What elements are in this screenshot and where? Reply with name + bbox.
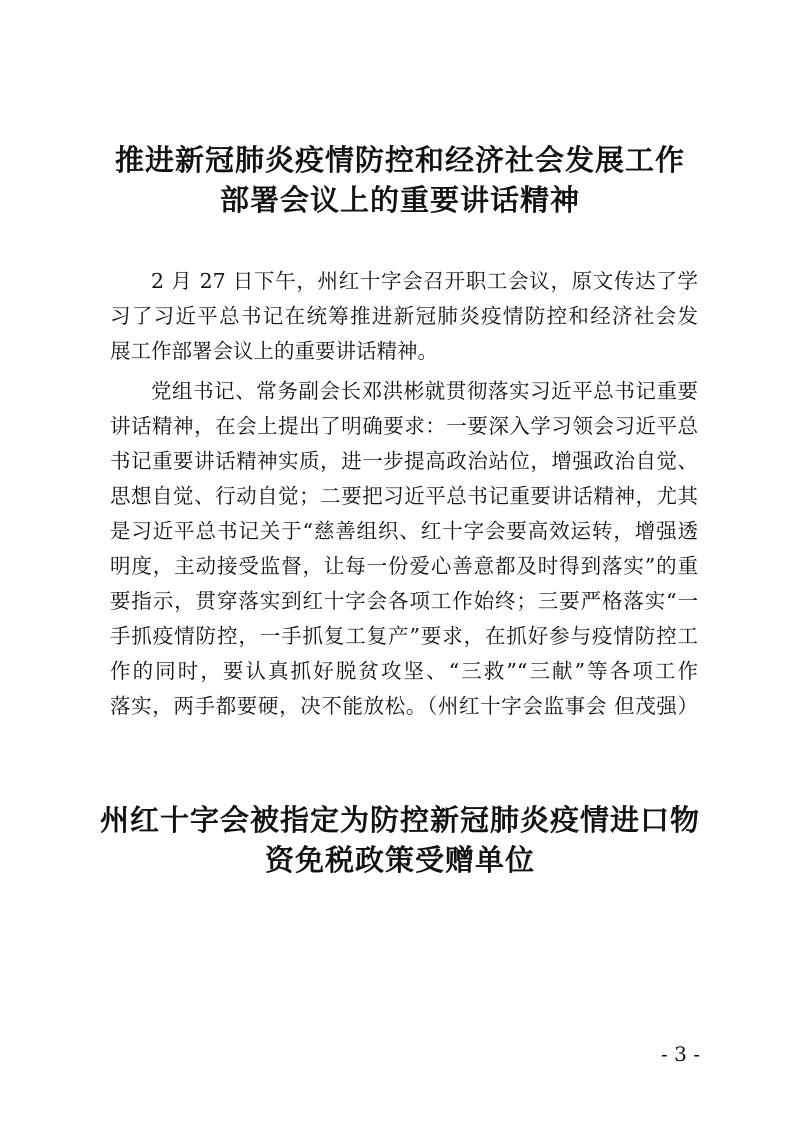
paragraph-line: 展工作部署会议上的重要讲话精神。 xyxy=(110,339,438,363)
paragraph-line: 明度，主动接受监督，让每一份爱心善意都及时得到落实”的重 xyxy=(110,554,698,578)
paragraph-line: 落实，两手都要硬，决不能放松。（州红十字会监事会 但茂强） xyxy=(110,694,698,718)
paragraph-line: 要指示，贯穿落实到红十字会各项工作始终；三要严格落实“一 xyxy=(110,589,698,613)
paragraph-line: 习了习近平总书记在统筹推进新冠肺炎疫情防控和经济社会发 xyxy=(110,304,698,328)
paragraph-line: 党组书记、常务副会长邓洪彬就贯彻落实习近平总书记重要 xyxy=(151,379,698,403)
article-title-1-line-1: 推进新冠肺炎疫情防控和经济社会发展工作 xyxy=(114,143,685,177)
paragraph-line: 2 月 27 日下午，州红十字会召开职工会议，原文传达了学 xyxy=(151,269,698,293)
paragraph-line: 讲话精神，在会上提出了明确要求：一要深入学习领会习近平总 xyxy=(110,414,698,438)
paragraph-line: 作的同时，要认真抓好脱贫攻坚、“三救”“三献”等各项工作 xyxy=(110,659,698,683)
article-title-1 xyxy=(100,140,700,220)
article-title-2-line-2: 资免税政策受赠单位 xyxy=(264,843,535,877)
paragraph-line: 是习近平总书记关于“慈善组织、红十字会要高效运转，增强透 xyxy=(110,519,698,543)
paragraph-line: 思想自觉、行动自觉；二要把习近平总书记重要讲话精神，尤其 xyxy=(110,484,698,508)
article-title-2-line-1: 州红十字会被指定为防控新冠肺炎疫情进口物 xyxy=(100,803,701,837)
article-title-1-line-2: 部署会议上的重要讲话精神 xyxy=(219,183,580,217)
paragraph-line: 书记重要讲话精神实质，进一步提高政治站位，增强政治自觉、 xyxy=(110,449,698,473)
paragraph-1 xyxy=(110,264,698,369)
paragraph-2 xyxy=(110,374,698,724)
article-title-2 xyxy=(100,800,700,880)
page-number: - 3 - xyxy=(661,1042,700,1066)
paragraph-line: 手抓疫情防控，一手抓复工复产”要求，在抓好参与疫情防控工 xyxy=(110,624,698,648)
